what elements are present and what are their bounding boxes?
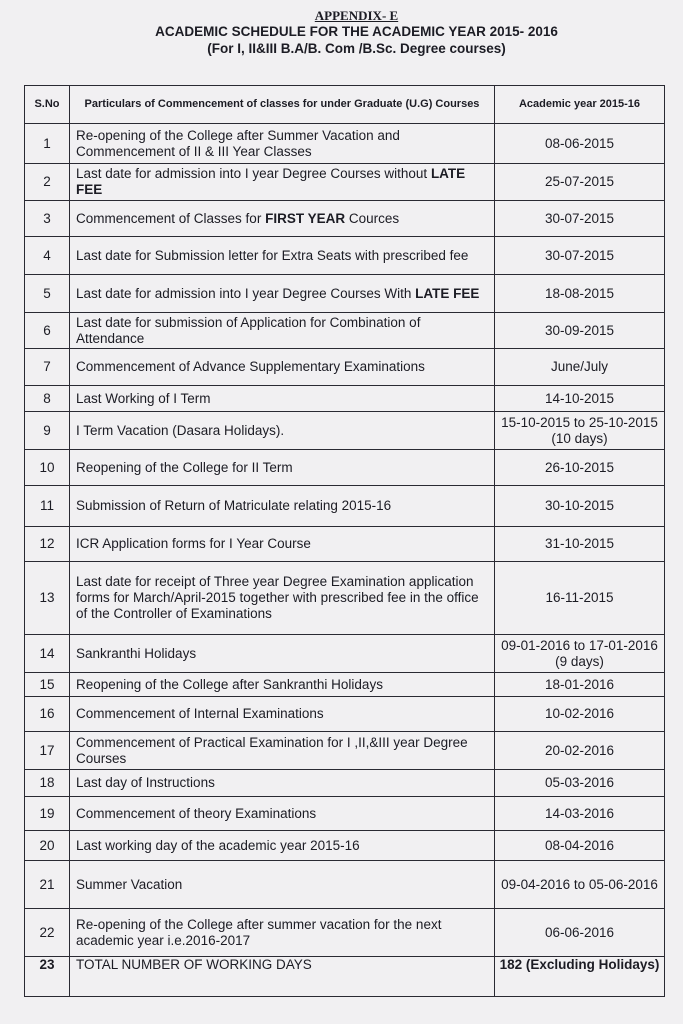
table-row — [25, 164, 665, 201]
row-date: 30-09-2015 — [495, 313, 665, 349]
row-date: 26-10-2015 — [495, 450, 665, 486]
table-row — [25, 386, 665, 412]
academic-year-header: Academic year 2015-16 — [495, 86, 665, 124]
row-particulars — [70, 909, 495, 957]
row-date: 09-01-2016 to 17-01-2016 (9 days) — [495, 635, 665, 673]
total-sno: 23 — [25, 957, 70, 997]
row-sno: 10 — [25, 450, 70, 486]
document-subtitle: (For I, II&III B.A/B. Com /B.Sc. Degree courses) — [207, 41, 506, 56]
row-date: 16-11-2015 — [495, 562, 665, 635]
row-date: June/July — [495, 349, 665, 386]
document-title: ACADEMIC SCHEDULE FOR THE ACADEMIC YEAR 2015- 2016 — [155, 24, 558, 39]
row-date: 30-10-2015 — [495, 486, 665, 527]
particulars-text: Last working day of the academic year 2015-16 — [76, 837, 360, 853]
row-particulars — [70, 527, 495, 562]
row-sno: 12 — [25, 527, 70, 562]
particulars-text: Last date for submission of Application for Combination of Attendance — [76, 314, 421, 346]
particulars-text: Sankranthi Holidays — [76, 645, 197, 661]
row-particulars — [70, 486, 495, 527]
particulars-text: Last date for receipt of Three year Degree Examination application forms for March/April-2015 together with prescribed fee in the office of the Controller of Examinations — [76, 574, 479, 621]
row-sno: 5 — [25, 275, 70, 313]
row-particulars — [70, 697, 495, 732]
row-date: 31-10-2015 — [495, 527, 665, 562]
row-date: 15-10-2015 to 25-10-2015 (10 days) — [495, 412, 665, 450]
table-row — [25, 527, 665, 562]
table-row — [25, 450, 665, 486]
row-sno: 18 — [25, 770, 70, 797]
particulars-text: Commencement of Classes for — [76, 210, 266, 226]
row-sno: 15 — [25, 673, 70, 697]
row-date: 09-04-2016 to 05-06-2016 — [495, 861, 665, 909]
table-row — [25, 831, 665, 861]
row-sno: 17 — [25, 732, 70, 770]
row-particulars — [70, 562, 495, 635]
row-sno: 13 — [25, 562, 70, 635]
particulars-text: Reopening of the College for II Term — [76, 459, 293, 475]
table-row — [25, 275, 665, 313]
row-date: 08-04-2016 — [495, 831, 665, 861]
row-sno: 16 — [25, 697, 70, 732]
row-sno: 2 — [25, 164, 70, 201]
table-row — [25, 697, 665, 732]
particulars-text: Commencement of Advance Supplementary Examinations — [76, 359, 425, 374]
schedule-rows — [25, 124, 665, 957]
row-sno: 20 — [25, 831, 70, 861]
particulars-text: Submission of Return of Matriculate relating 2015-16 — [76, 498, 392, 513]
particulars-text: Last date for Submission letter for Extra Seats with prescribed fee — [76, 247, 469, 263]
particulars-text: Re-opening of the College after Summer Vacation and Commencement of II & III Year Classes — [76, 127, 400, 159]
row-particulars — [70, 164, 495, 201]
row-date: 30-07-2015 — [495, 237, 665, 275]
row-date: 14-10-2015 — [495, 386, 665, 412]
particulars-text: Commencement of theory Examinations — [76, 805, 317, 821]
particulars-text: Last date for admission into I year Degree Courses With — [76, 285, 416, 301]
row-date: 14-03-2016 — [495, 797, 665, 831]
row-particulars — [70, 412, 495, 450]
row-sno: 8 — [25, 386, 70, 412]
row-particulars — [70, 861, 495, 909]
table-row — [25, 313, 665, 349]
table-row — [25, 201, 665, 237]
schedule-table — [24, 85, 665, 997]
table-row — [25, 797, 665, 831]
row-date: 10-02-2016 — [495, 697, 665, 732]
table-row — [25, 349, 665, 386]
total-row — [25, 957, 665, 997]
row-sno: 6 — [25, 313, 70, 349]
row-particulars — [70, 732, 495, 770]
row-sno: 4 — [25, 237, 70, 275]
table-row — [25, 412, 665, 450]
table-header-row — [25, 86, 665, 124]
particulars-text: Reopening of the College after Sankranthi Holidays — [76, 676, 383, 692]
row-date: 18-08-2015 — [495, 275, 665, 313]
row-particulars — [70, 673, 495, 697]
row-particulars — [70, 450, 495, 486]
row-particulars — [70, 797, 495, 831]
particulars-emphasis: LATE FEE — [415, 285, 480, 301]
row-date: 25-07-2015 — [495, 164, 665, 201]
table-row — [25, 635, 665, 673]
particulars-text: Summer Vacation — [76, 876, 183, 892]
row-particulars — [70, 635, 495, 673]
particulars-text: I Term Vacation (Dasara Holidays). — [76, 422, 285, 438]
sno-header: S.No — [25, 86, 70, 124]
row-sno: 22 — [25, 909, 70, 957]
table-row — [25, 909, 665, 957]
table-row — [25, 732, 665, 770]
table-row — [25, 486, 665, 527]
row-particulars — [70, 313, 495, 349]
total-label: TOTAL NUMBER OF WORKING DAYS — [70, 957, 495, 997]
table-row — [25, 770, 665, 797]
table-row — [25, 562, 665, 635]
particulars-text: ICR Application forms for I Year Course — [76, 536, 311, 551]
row-sno: 3 — [25, 201, 70, 237]
particulars-emphasis: FIRST YEAR — [265, 210, 346, 226]
row-sno: 11 — [25, 486, 70, 527]
particulars-text: Last day of Instructions — [76, 775, 215, 790]
particulars-emphasis: LATE FEE — [76, 166, 466, 197]
row-particulars — [70, 237, 495, 275]
row-date: 05-03-2016 — [495, 770, 665, 797]
particulars-text: Last Working of I Term — [76, 390, 211, 406]
row-sno: 1 — [25, 124, 70, 164]
row-date: 06-06-2016 — [495, 909, 665, 957]
row-particulars — [70, 770, 495, 797]
row-sno: 19 — [25, 797, 70, 831]
row-date: 30-07-2015 — [495, 201, 665, 237]
table-row — [25, 124, 665, 164]
particulars-header: Particulars of Commencement of classes for under Graduate (U.G) Courses — [70, 86, 495, 124]
row-particulars — [70, 275, 495, 313]
particulars-text: Re-opening of the College after summer vacation for the next academic year i.e.2016-2017 — [76, 916, 442, 948]
particulars-text: Commencement of Practical Examination for I ,II,&III year Degree Courses — [76, 734, 468, 766]
table-row — [25, 237, 665, 275]
row-sno: 14 — [25, 635, 70, 673]
table-row — [25, 861, 665, 909]
row-sno: 9 — [25, 412, 70, 450]
row-particulars — [70, 831, 495, 861]
row-particulars — [70, 386, 495, 412]
table-row — [25, 673, 665, 697]
particulars-text: Commencement of Internal Examinations — [76, 706, 324, 721]
particulars-text: Last date for admission into I year Degree Courses without — [76, 166, 431, 181]
row-particulars — [70, 124, 495, 164]
row-sno: 7 — [25, 349, 70, 386]
row-date: 08-06-2015 — [495, 124, 665, 164]
row-date: 18-01-2016 — [495, 673, 665, 697]
document-header — [0, 8, 683, 57]
appendix-label: APPENDIX- E — [314, 8, 399, 23]
row-sno: 21 — [25, 861, 70, 909]
row-particulars — [70, 349, 495, 386]
total-value: 182 (Excluding Holidays) — [495, 957, 665, 997]
particulars-text-end: Cources — [345, 210, 400, 226]
row-particulars — [70, 201, 495, 237]
row-date: 20-02-2016 — [495, 732, 665, 770]
